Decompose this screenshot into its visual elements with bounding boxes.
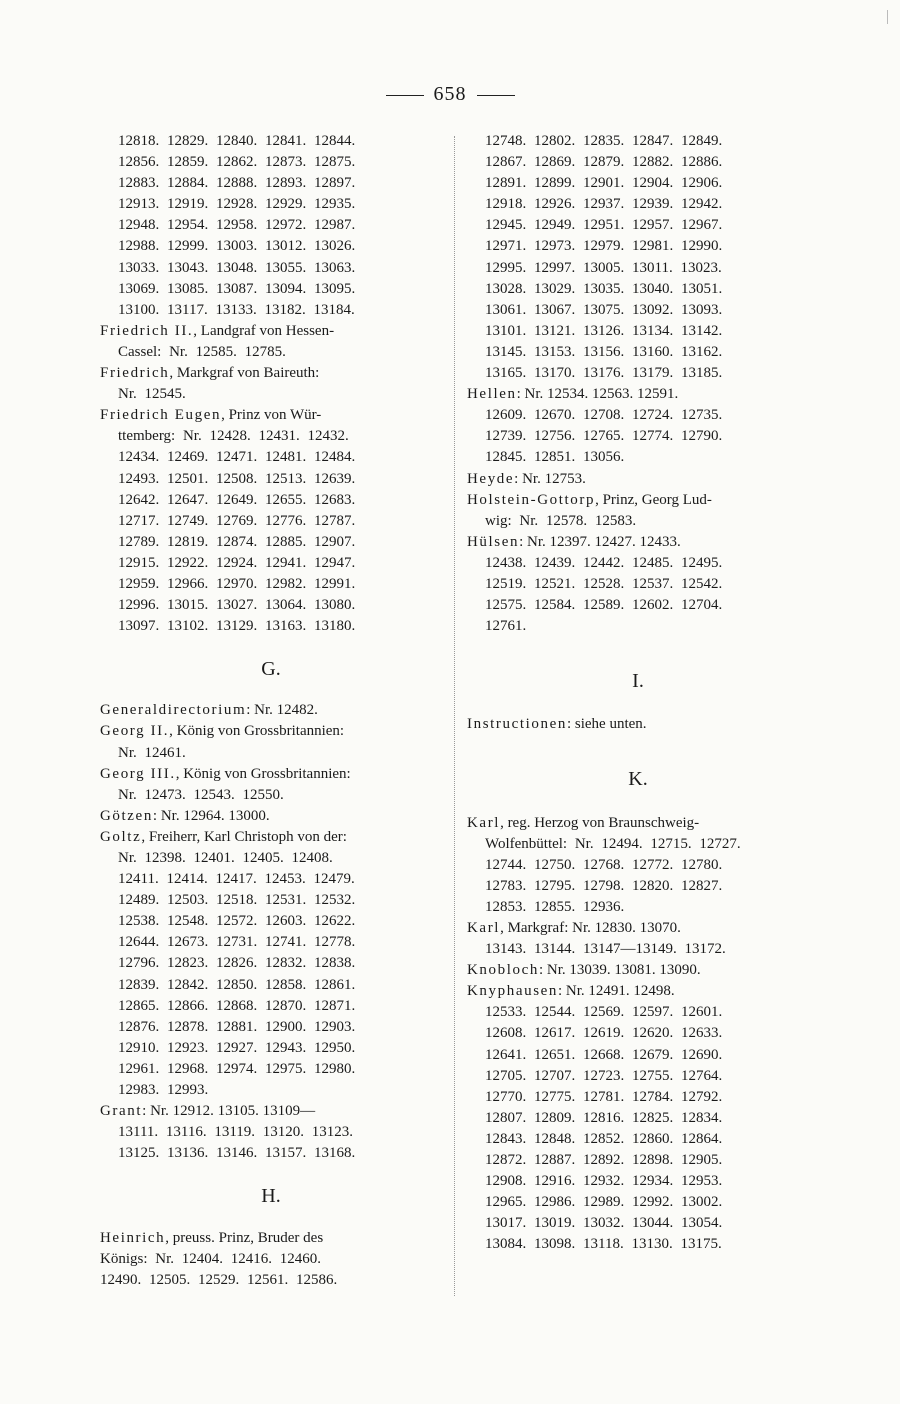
scan-edge-mark [887, 10, 888, 24]
index-entry [100, 1101, 442, 1164]
number-line: 12948. 12954. 12958. 12972. 12987. [118, 217, 356, 234]
entry-name: Georg III. [100, 765, 176, 782]
entry-name: Friedrich [100, 365, 170, 382]
page-number: 658 [433, 83, 467, 105]
entry-line: 12845. 12851. 13056. [485, 449, 625, 466]
index-entry [467, 384, 809, 468]
entry-line: 12538. 12548. 12572. 12603. 12622. [118, 913, 356, 930]
entry-line: 12853. 12855. 12936. [485, 898, 625, 915]
entry-line: 12644. 12673. 12731. 12741. 12778. [118, 934, 356, 951]
entry-line: 12641. 12651. 12668. 12679. 12690. [485, 1046, 723, 1063]
entry-line: 12839. 12842. 12850. 12858. 12861. [118, 976, 356, 993]
entry-line: 12843. 12848. 12852. 12860. 12864. [485, 1130, 723, 1147]
entry-line: wig: Nr. 12578. 12583. [485, 512, 637, 529]
entry-text: , König von Grossbritannien: [175, 765, 351, 782]
entry-name: Goltz [100, 828, 142, 845]
entry-line: 13125. 13136. 13146. 13157. 13168. [118, 1145, 356, 1162]
index-entry [100, 363, 442, 405]
number-line: 12945. 12949. 12951. 12957. 12967. [485, 217, 723, 234]
header-rule-left [386, 95, 424, 96]
index-entry [100, 827, 442, 1101]
left-column [100, 131, 442, 1291]
entry-name: Friedrich Eugen [100, 407, 222, 424]
index-entry [467, 960, 809, 981]
number-line: 12883. 12884. 12888. 12893. 12897. [118, 175, 356, 192]
entry-name: Friedrich II. [100, 322, 194, 339]
number-line: 13033. 13043. 13048. 13055. 13063. [118, 259, 356, 276]
entry-line: 12609. 12670. 12708. 12724. 12735. [485, 407, 723, 424]
entry-text: : Nr. 13039. 13081. 13090. [538, 962, 701, 979]
entry-name: Hülsen [467, 533, 520, 550]
entry-line: 13017. 13019. 13032. 13044. 13054. [485, 1215, 723, 1232]
entry-name: Generaldirectorium [100, 702, 247, 719]
entry-text: : Nr. 12482. [246, 702, 318, 719]
entry-name: Karl [467, 814, 501, 831]
entry-name: Holstein-Gottorp [467, 491, 596, 508]
entry-name: Georg II. [100, 723, 170, 740]
entry-line: 12965. 12986. 12989. 12992. 13002. [485, 1194, 723, 1211]
section-heading-k: K. [628, 768, 648, 791]
index-entry [100, 1228, 442, 1291]
entry-line: 12996. 13015. 13027. 13064. 13080. [118, 597, 356, 614]
index-entry [100, 764, 442, 806]
number-line: 12971. 12973. 12979. 12981. 12990. [485, 238, 723, 255]
entry-line: 12533. 12544. 12569. 12597. 12601. [485, 1004, 723, 1021]
entry-text: : Nr. 12912. 13105. 13109— [142, 1103, 316, 1120]
index-entry [100, 321, 442, 363]
entry-text: , Landgraf von Hessen- [193, 322, 335, 339]
number-line: 13101. 13121. 13126. 13134. 13142. [485, 322, 723, 339]
entry-line: Königs: Nr. 12404. 12416. 12460. [100, 1250, 322, 1267]
entry-line: 12789. 12819. 12874. 12885. 12907. [118, 533, 356, 550]
entry-line: 12865. 12866. 12868. 12870. 12871. [118, 997, 356, 1014]
index-entry [100, 405, 442, 637]
entry-name: Instructionen [467, 716, 567, 733]
entry-line: 13143. 13144. 13147—13149. 13172. [485, 941, 726, 958]
entry-text: : Nr. 12753. [514, 470, 586, 487]
entry-text: , Prinz von Wür- [221, 407, 322, 424]
entry-text: , König von Grossbritannien: [169, 723, 345, 740]
entry-line: 12770. 12775. 12781. 12784. 12792. [485, 1088, 723, 1105]
entry-line: 12796. 12823. 12826. 12832. 12838. [118, 955, 356, 972]
number-line: 12748. 12802. 12835. 12847. 12849. [485, 133, 723, 149]
index-entry [467, 532, 809, 637]
index-entry [100, 806, 442, 827]
entry-text: , Markgraf: Nr. 12830. 13070. [500, 920, 681, 936]
entry-line: 12959. 12966. 12970. 12982. 12991. [118, 575, 356, 592]
entry-text: : Nr. 12534. 12563. 12591. [516, 386, 679, 403]
entry-name: Karl [467, 920, 501, 936]
entry-name: Heyde [467, 470, 515, 487]
right-column [467, 131, 809, 1256]
entry-line: 12490. 12505. 12529. 12561. 12586. [100, 1271, 338, 1288]
number-line: 12918. 12926. 12937. 12939. 12942. [485, 196, 723, 213]
number-line: 12867. 12869. 12879. 12882. 12886. [485, 154, 723, 171]
entry-line: 12961. 12968. 12974. 12975. 12980. [118, 1060, 356, 1077]
number-line: 13165. 13170. 13176. 13179. 13185. [485, 365, 723, 382]
entry-line: Nr. 12545. [118, 386, 186, 403]
entry-text: : Nr. 12491. 12498. [558, 983, 675, 1000]
header-rule-right [477, 95, 515, 96]
entry-line: 12983. 12993. [118, 1082, 209, 1099]
index-entry [467, 981, 809, 1255]
entry-name: Knyphausen [467, 983, 558, 1000]
number-line: 13069. 13085. 13087. 13094. 13095. [118, 280, 356, 297]
entry-text: , reg. Herzog von Braunschweig- [500, 814, 700, 831]
number-line: 12913. 12919. 12928. 12929. 12935. [118, 196, 356, 213]
entry-name: Heinrich [100, 1229, 166, 1246]
entry-line: 12489. 12503. 12518. 12531. 12532. [118, 892, 356, 909]
number-line: 12995. 12997. 13005. 13011. 13023. [485, 259, 722, 276]
entry-line: 13084. 13098. 13118. 13130. 13175. [485, 1236, 722, 1253]
entry-line: 12493. 12501. 12508. 12513. 12639. [118, 470, 356, 487]
entry-text: : Nr. 12397. 12427. 12433. [519, 533, 681, 550]
entry-line: 12575. 12584. 12589. 12602. 12704. [485, 597, 723, 614]
entry-line: 12744. 12750. 12768. 12772. 12780. [485, 856, 723, 873]
number-line: 12856. 12859. 12862. 12873. 12875. [118, 154, 356, 171]
entry-text: , Prinz, Georg Lud- [595, 491, 712, 508]
entry-line: 12411. 12414. 12417. 12453. 12479. [118, 871, 355, 888]
page-header [0, 83, 900, 106]
entry-line: 12438. 12439. 12442. 12485. 12495. [485, 554, 723, 571]
index-entry [100, 721, 442, 763]
entry-name: Knobloch [467, 962, 539, 979]
left-top-block [100, 131, 442, 321]
entry-line: 12872. 12887. 12892. 12898. 12905. [485, 1152, 723, 1169]
column-divider [454, 136, 455, 1296]
entry-line: 12705. 12707. 12723. 12755. 12764. [485, 1067, 723, 1084]
entry-text: , preuss. Prinz, Bruder des [165, 1229, 324, 1246]
number-line: 13145. 13153. 13156. 13160. 13162. [485, 343, 723, 360]
entry-line: Wolfenbüttel: Nr. 12494. 12715. 12727. [485, 835, 741, 852]
number-line: 13100. 13117. 13133. 13182. 13184. [118, 301, 355, 318]
number-line: 12988. 12999. 13003. 13012. 13026. [118, 238, 356, 255]
entry-line: 13097. 13102. 13129. 13163. 13180. [118, 618, 356, 635]
index-entry [467, 490, 809, 532]
entry-line: Cassel: Nr. 12585. 12785. [118, 343, 286, 360]
section-heading-g: G. [261, 658, 281, 681]
entry-line: 12910. 12923. 12927. 12943. 12950. [118, 1039, 356, 1056]
index-entry [467, 469, 809, 490]
entry-line: 12608. 12617. 12619. 12620. 12633. [485, 1025, 723, 1042]
number-line: 13061. 13067. 13075. 13092. 13093. [485, 301, 723, 318]
entry-line: 12519. 12521. 12528. 12537. 12542. [485, 575, 723, 592]
index-entry [467, 813, 809, 918]
entry-line: Nr. 12461. [118, 744, 186, 761]
entry-line: 12783. 12795. 12798. 12820. 12827. [485, 877, 723, 894]
entry-name: Hellen [467, 386, 517, 403]
entry-name: Götzen [100, 807, 153, 824]
entry-name: Grant [100, 1103, 143, 1120]
number-line: 13028. 13029. 13035. 13040. 13051. [485, 280, 723, 297]
entry-line: 13111. 13116. 13119. 13120. 13123. [118, 1124, 354, 1141]
entry-line: 12434. 12469. 12471. 12481. 12484. [118, 449, 356, 466]
entry-line: 12915. 12922. 12924. 12941. 12947. [118, 554, 356, 571]
index-entry [100, 700, 442, 721]
number-line: 12891. 12899. 12901. 12904. 12906. [485, 175, 723, 192]
entry-line: Nr. 12473. 12543. 12550. [118, 786, 284, 803]
entry-line: 12876. 12878. 12881. 12900. 12903. [118, 1018, 356, 1035]
entry-line: 12739. 12756. 12765. 12774. 12790. [485, 428, 723, 445]
entry-text: : Nr. 12964. 13000. [152, 807, 270, 824]
entry-text: , Freiherr, Karl Christoph von der: [141, 828, 347, 845]
entry-line: Nr. 12398. 12401. 12405. 12408. [118, 850, 333, 866]
entry-text: , Markgraf von Baireuth: [169, 365, 320, 382]
entry-line: ttemberg: Nr. 12428. 12431. 12432. [118, 428, 349, 445]
number-line: 12818. 12829. 12840. 12841. 12844. [118, 133, 356, 149]
entry-line: 12717. 12749. 12769. 12776. 12787. [118, 512, 356, 529]
section-heading-h: H. [261, 1185, 281, 1208]
right-top-block [467, 131, 809, 384]
section-heading-i: I. [632, 670, 644, 693]
entry-line: 12642. 12647. 12649. 12655. 12683. [118, 491, 356, 508]
entry-line: 12908. 12916. 12932. 12934. 12953. [485, 1173, 723, 1190]
entry-text: : siehe unten. [566, 716, 647, 733]
index-entry [467, 918, 809, 960]
entry-line: 12807. 12809. 12816. 12825. 12834. [485, 1109, 723, 1126]
entry-line: 12761. [485, 618, 527, 635]
index-entry [467, 714, 809, 735]
